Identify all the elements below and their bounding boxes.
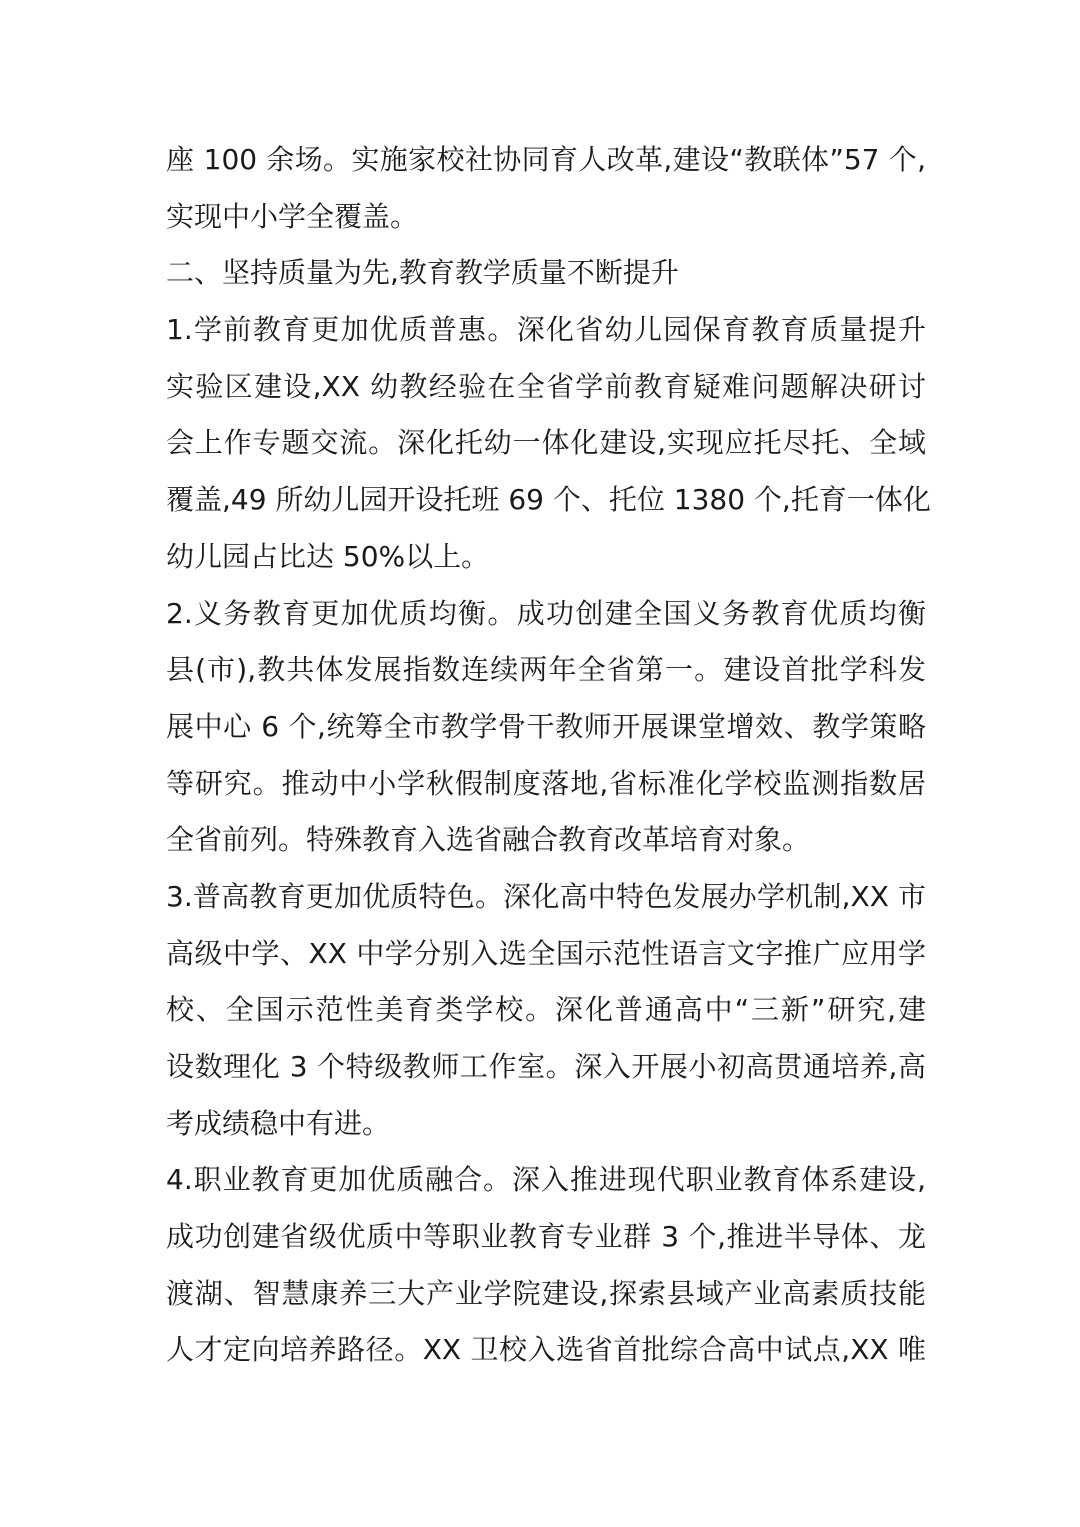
text-line: 成功创建省级优质中等职业教育专业群 3 个,推进半导体、龙: [166, 1220, 926, 1254]
text-line: 高级中学、XX 中学分别入选全国示范性语言文字推广应用学: [166, 936, 926, 970]
text-line: 覆盖,49 所幼儿园开设托班 69 个、托位 1380 个,托育一体化: [166, 483, 931, 517]
text-line: 会上作专题交流。深化托幼一体化建设,实现应托尽托、全域: [166, 426, 926, 460]
text-line: 展中心 6 个,统筹全市教学骨干教师开展课堂增效、教学策略: [166, 709, 926, 743]
text-line: 2.义务教育更加优质均衡。成功创建全国义务教育优质均衡: [166, 596, 926, 630]
text-line: 3.普高教育更加优质特色。深化高中特色发展办学机制,XX 市: [166, 879, 926, 913]
text-line: 县(市),教共体发展指数连续两年全省第一。建设首批学科发: [166, 653, 926, 687]
text-line: 渡湖、智慧康养三大产业学院建设,探索县域产业高素质技能: [166, 1276, 926, 1310]
text-line: 座 100 余场。实施家校社协同育人改革,建设“教联体”57 个,: [166, 143, 926, 176]
text-line: 全省前列。特殊教育入选省融合教育改革培育对象。: [166, 823, 811, 857]
text-line: 4.职业教育更加优质融合。深入推进现代职业教育体系建设,: [166, 1163, 926, 1197]
text-line: 设数理化 3 个特级教师工作室。深入开展小初高贯通培养,高: [166, 1050, 926, 1083]
document-body: [166, 132, 931, 1379]
text-line: 1.学前教育更加优质普惠。深化省幼儿园保育教育质量提升: [166, 313, 926, 347]
text-line: 人才定向培养路径。XX 卫校入选省首批综合高中试点,XX 唯: [166, 1333, 926, 1367]
text-line: 幼儿园占比达 50%以上。: [166, 539, 490, 573]
text-line: 实现中小学全覆盖。: [166, 199, 419, 233]
section-heading: 二、坚持质量为先,教育教学质量不断提升: [166, 256, 679, 290]
text-line: 实验区建设,XX 幼教经验在全省学前教育疑难问题解决研讨: [166, 369, 926, 403]
text-line: 校、全国示范性美育类学校。深化普通高中“三新”研究,建: [166, 993, 926, 1027]
text-line: 考成绩稳中有进。: [166, 1106, 391, 1140]
text-line: 等研究。推动中小学秋假制度落地,省标准化学校监测指数居: [166, 766, 926, 800]
